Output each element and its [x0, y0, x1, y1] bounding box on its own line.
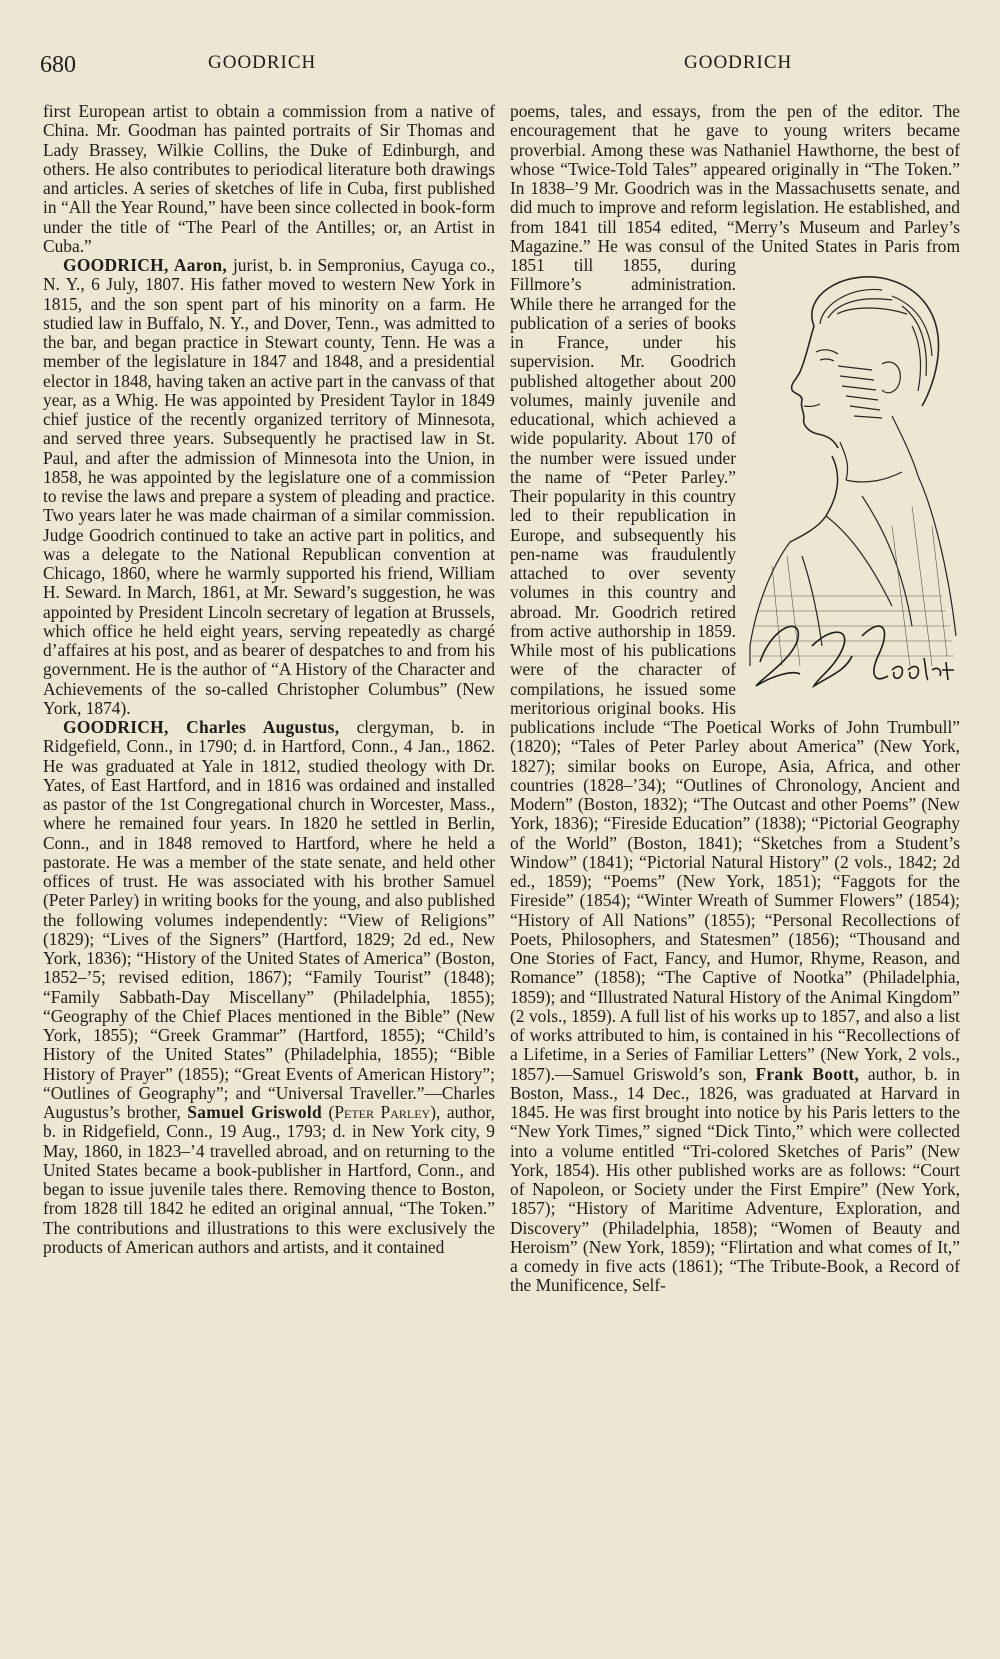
- right-column: [510, 102, 960, 1296]
- running-head-left: GOODRICH: [208, 52, 317, 73]
- left-column: [43, 102, 495, 1257]
- entry-headword: GOODRICH, Aaron,: [63, 255, 228, 275]
- entry-body: poems, tales, and essays, from the pen of the editor. The encouragement that he gave to young writers became proverbial. Among these was Nathaniel Hawthorne, the best of whose “Twice-Told Tales” appeared originally in “The Token.” In 1838–’9 Mr. Goodrich was in the Massachusetts senate, and did much to improve and reform legislation. He established, and from 1841 till 1854 edited, “Merry’s Museum and Parley’s Magazine.” He was consul of the United States in Paris from 1851 till 1855, during Fillmore’s administration. While there he arranged for the publication of a series of books in France, under his supervision. Mr. Goodrich published altogether about 200 volumes, mainly juvenile and educational, which achieved a wide popularity. About 170 of the number were issued under the name of “Peter Parley.” Their popularity in this country led to their republication in Europe, and subsequently his pen-name was fraudulently attached to over seventy volumes in this country and abroad. Mr. Goodrich retired from active authorship in 1859. While most of his publications were of the character of compilations, he issued some meritorious original books. His publications include “The Poetical Works of John Trumbull” (1820); “Tales of Peter Parley about America” (New York, 1827); similar books on Europe, Asia, Africa, and other countries (1828–’34); “Outlines of Chronology, Ancient and Modern” (Boston, 1832); “The Outcast and other Poems” (New York, 1836); “Fireside Education” (1838); “Pictorial Geography of the World” (Boston, 1841); “Sketches from a Student’s Window” (1841); “Pictorial Natural History” (2 vols., 1842; 2d ed., 1859); “Poems” (New York, 1851); “Faggots for the Fireside” (1854); “Winter Wreath of Summer Flowers” (1854); “History of All Nations” (1855); “Personal Recollections of Poets, Philosophers, and Statesmen” (1856); “Thousand and One Stories of Fact, Fancy, and Humor, Rhyme, Reason, and Romance” (1858); “The Captive of Nootka” (Philadelphia, 1859); and “Illustrated Natural History of the Animal Kingdom” (2 vols., 1859). A full list of his works up to 1857, and also a list of works attributed to him, is contained in his “Recollections of a Lifetime, in a Series of Familiar Letters” (New York, 2 vols., 1857).—Samuel Griswold’s son,: [510, 101, 960, 1084]
- page-header: [40, 48, 955, 78]
- entry-headword: GOODRICH, Charles Augustus,: [63, 717, 340, 737]
- subentry-headword: Frank Boott,: [755, 1063, 860, 1084]
- entry-body: jurist, b. in Sempronius, Cayuga co., N. Y., 6 July, 1807. His father moved to western New York in 1815, and the son spent part of his minority on a farm. He studied law in Buffalo, N. Y., and Dover, Tenn., was admitted to the bar, and began practice in Stewart county, Tenn. He was a member of the legislature in 1847 and 1848, and a presidential elector in 1848, having taken an active part in the canvass of that year, as a Whig. He was appointed by President Taylor in 1849 chief justice of the recently organized territory of Minnesota, and served three years. Subsequently he practised law in St. Paul, and after the admission of Minnesota into the Union, in 1858, he was appointed by the legislature one of a commission to revise the laws and prepare a system of pleading and practice. Two years later he was made chairman of a similar commission. Judge Goodrich continued to take an active part in politics, and was a delegate to the National Republican convention at Chicago, 1860, where he warmly supported his friend, William H. Seward. In March, 1861, at Mr. Seward’s suggestion, he was appointed by President Lincoln secretary of legation at Brussels, which office he held eight years, serving repeatedly as chargé d’affaires at his post, and as bearer of despatches to and from his government. He is the author of “A History of the Character and Achievements of the so-called Christopher Columbus” (New York, 1874).: [43, 255, 495, 718]
- entry-aaron-goodrich: [43, 256, 495, 718]
- running-head-right: GOODRICH: [684, 52, 793, 73]
- pseudonym: (Peter Parley),: [328, 1102, 441, 1122]
- entry-charles-augustus-goodrich: [43, 718, 495, 1257]
- portrait-engraving: [742, 266, 960, 698]
- subentry-headword: Samuel Griswold: [187, 1102, 322, 1122]
- entry-body: author, b. in Boston, Mass., 14 Dec., 1826, was graduated at Harvard in 1845. He was first brought into notice by his Paris letters to the “New York Times,” signed “Dick Tinto,” which were collected into a volume entitled “Tri-colored Sketches of Paris” (New York, 1854). His other published works are as follows: “Court of Napoleon, or Society under the First Empire” (New York, 1857); “History of Maritime Adventure, Exploration, and Discovery” (Philadelphia, 1858); “Women of Beauty and Heroism” (New York, 1859); “Flirtation and what comes of It,” a comedy in five acts (1861); “The Tribute-Book, a Record of the Munificence, Self-: [510, 1063, 960, 1296]
- portrait-illustration: [742, 266, 960, 698]
- page-number: 680: [40, 52, 76, 78]
- entry-body: clergyman, b. in Ridgefield, Conn., in 1790; d. in Hartford, Conn., 4 Jan., 1862. He was graduated at Yale in 1812, studied theology with Dr. Yates, of East Hartford, and in 1816 was ordained and installed as pastor of the 1st Congregational church in Worcester, Mass., where he remained four years. In 1820 he settled in Berlin, Conn., and in 1848 removed to Hartford, where he held a pastorate. He was a member of the state senate, and held other offices of trust. He was associated with his brother Samuel (Peter Parley) in writing books for the young, and also published the following volumes independently: “View of Religions” (1829); “Lives of the Signers” (Hartford, 1829; 2d ed., New York, 1836); “History of the United States of America” (Boston, 1852–’5; revised edition, 1867); “Family Tourist” (1848); “Family Sabbath-Day Miscellany” (Philadelphia, 1855); “Geography of the Chief Places mentioned in the Bible” (New York, 1855); “Greek Grammar” (Hartford, 1855); “Child’s History of the United States” (Philadelphia, 1855); “Bible History of Prayer” (1855); “Great Events of American History”; “Outlines of Geography”; and “Universal Traveller.”—Charles Augustus’s brother,: [43, 717, 495, 1122]
- goodman-continuation: first European artist to obtain a commission from a native of China. Mr. Goodman has painted portraits of Sir Thomas and Lady Brassey, Wilkie Collins, the Duke of Edinburgh, and others. He also contributes to periodical literature both drawings and articles. A series of sketches of life in Cuba, first published in “All the Year Round,” have been since collected in book-form under the title of “The Pearl of the Antilles; or, an Artist in Cuba.”: [43, 101, 495, 256]
- entry-body: author, b. in Ridgefield, Conn., 19 Aug., 1793; d. in New York city, 9 May, 1860, in 1823–’4 travelled abroad, and on returning to the United States became a book-publisher in Hartford, Conn., and began to issue juvenile tales there. Removing thence to Boston, from 1828 till 1842 he edited an original annual, “The Token.” The contributions and illustrations to this were exclusively the products of American authors and artists, and it contained: [43, 1102, 495, 1257]
